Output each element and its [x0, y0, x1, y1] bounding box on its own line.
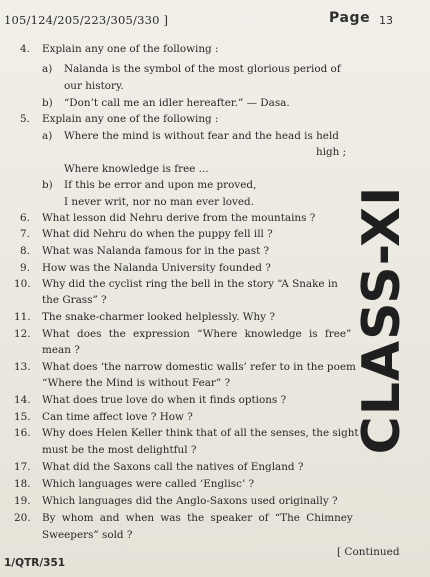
page-number: 13 [379, 14, 393, 27]
option-label: a) [42, 63, 53, 75]
question-number: 11. [14, 311, 31, 323]
question-text: How was the Nalanda University founded ? [42, 262, 271, 274]
question-text: What lesson did Nehru derive from the mountains ? [42, 212, 316, 224]
question-number: 9. [20, 262, 30, 274]
question-text: Can time affect love ? How ? [42, 411, 193, 423]
question-text: “Where the Mind is without Fear” ? [42, 377, 231, 389]
page-label: Page [329, 10, 371, 26]
question-text: Which languages were called ‘Englisc’ ? [42, 478, 255, 490]
question-text: the Grass” ? [42, 294, 107, 306]
option-text: high ; [316, 146, 347, 158]
option-label: b) [42, 97, 53, 109]
question-number: 12. [14, 328, 31, 340]
question-number: 6. [20, 212, 30, 224]
question-text: must be the most delightful ? [42, 444, 197, 456]
footer-code: 1/QTR/351 [4, 557, 66, 569]
option-text: I never writ, nor no man ever loved. [64, 196, 255, 208]
question-text: mean ? [42, 344, 80, 356]
class-stamp-text: CLASS-XI [352, 185, 412, 455]
class-stamp [352, 185, 412, 455]
question-number: 20. [14, 512, 31, 524]
question-text: Explain any one of the following : [42, 113, 219, 125]
question-text: Explain any one of the following : [42, 43, 219, 55]
question-text: Why did the cyclist ring the bell in the story “A Snake in [42, 278, 338, 290]
question-number: 10. [14, 278, 31, 290]
option-text: “Don’t call me an idler hereafter.” — Dasa. [64, 97, 290, 109]
option-text: Nalanda is the symbol of the most glorious period of [64, 63, 341, 75]
continued-label: [ Continued [337, 546, 400, 558]
question-text: What does the expression “Where knowledge is free” [42, 328, 352, 340]
option-text: If this be error and upon me proved, [64, 179, 257, 191]
option-text: Where the mind is without fear and the head is held [64, 130, 339, 142]
question-text: What was Nalanda famous for in the past ? [42, 245, 270, 257]
question-number: 18. [14, 478, 31, 490]
question-number: 13. [14, 361, 31, 373]
question-number: 5. [20, 113, 30, 125]
page-header [0, 4, 430, 30]
question-text: Why does Helen Keller think that of all the senses, the sight [42, 427, 359, 439]
question-number: 17. [14, 461, 31, 473]
option-label: b) [42, 179, 53, 191]
question-text: What did the Saxons call the natives of England ? [42, 461, 304, 473]
option-label: a) [42, 130, 53, 142]
question-text: What does ‘the narrow domestic walls’ refer to in the poem [42, 361, 356, 373]
question-text: What did Nehru do when the puppy fell ill ? [42, 228, 273, 240]
question-text: Sweepers” sold ? [42, 529, 133, 541]
question-number: 14. [14, 394, 31, 406]
question-number: 7. [20, 228, 30, 240]
question-number: 4. [20, 43, 30, 55]
question-text: Which languages did the Anglo-Saxons used originally ? [42, 495, 338, 507]
question-text: The snake-charmer looked helplessly. Why ? [42, 311, 275, 323]
option-text: our history. [64, 80, 124, 92]
question-text: By whom and when was the speaker of “The Chimney [42, 512, 353, 524]
question-number: 15. [14, 411, 31, 423]
question-text: What does true love do when it finds options ? [42, 394, 287, 406]
option-text: Where knowledge is free ... [64, 163, 209, 175]
question-number: 19. [14, 495, 31, 507]
question-number: 8. [20, 245, 30, 257]
paper-code: 105/124/205/223/305/330 ] [4, 13, 169, 27]
question-number: 16. [14, 427, 31, 439]
